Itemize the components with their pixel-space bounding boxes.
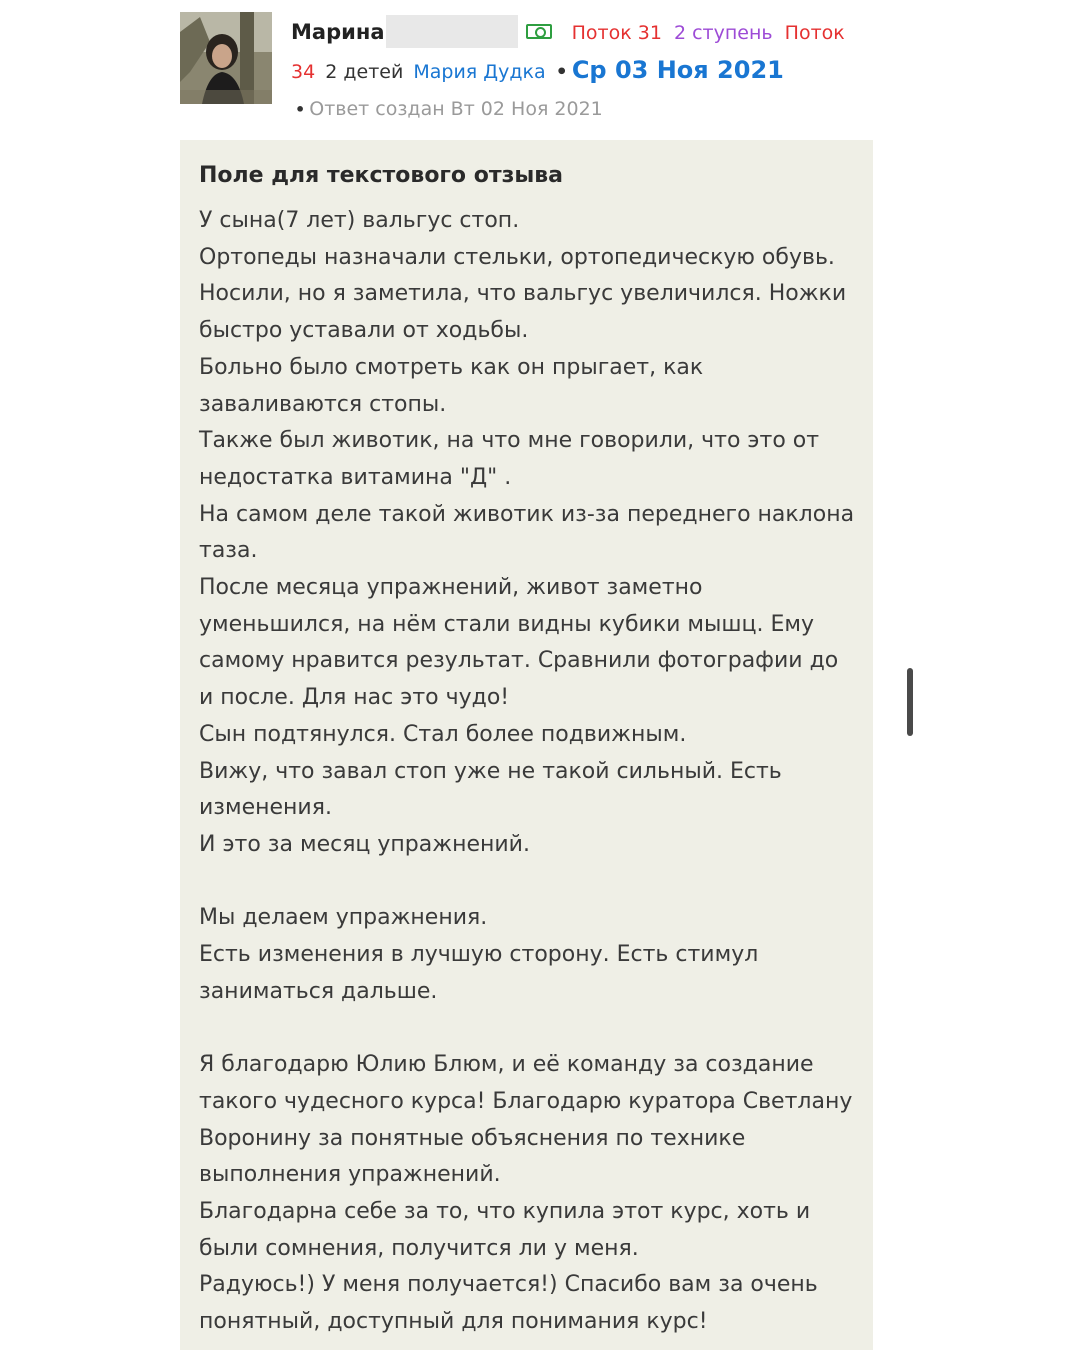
children-count: 2 детей [325, 61, 404, 83]
money-icon [526, 24, 552, 39]
redacted-surname [386, 15, 518, 48]
separator-dot: • [295, 100, 306, 119]
stream-link[interactable]: Поток 31 [571, 22, 662, 44]
review-text: У сына(7 лет) вальгус стоп. Ортопеды назначали стельки, ортопедическую обувь. Носили, но я заметила, что вальгус увеличился. Ножки быстро уставали от ходьбы. Больно было смотреть как он прыгает, как заваливаются стопы. Также был животик, на что мне говорили, что это от недостатка витамина "Д" . На самом деле такой животик из-за переднего наклона таза. После месяца упражнений, живот заметно уменьшился, на нём стали видны кубики мышц. Ему самому нравится результат. Сравнили фотографии до и после. Для нас это чудо! Сын подтянулся. Стал более подвижным. Вижу, что завал стоп уже не такой сильный. Есть изменения. И это за месяц упражнений. Мы делаем упражнения. Есть изменения в лучшую сторону. Есть стимул заниматься дальше. Я благодарю Юлию Блюм, и её команду за создание такого чудесного курса! Благодарю куратора Светлану Воронину за понятные объяснения по технике выполнения упражнений. Благодарна себе за то, что купила этот курс, хоть и были сомнения, получится ли у меня. Радуюсь!) У меня получается!) Спасибо вам за очень понятный, доступный для понимания курс! [199, 208, 855, 1335]
scrollbar[interactable] [907, 668, 913, 736]
review-panel [180, 140, 873, 1350]
curator-link[interactable]: Мария Дудка [413, 61, 546, 83]
stage-link[interactable]: 2 ступень [673, 22, 773, 44]
avatar[interactable] [180, 12, 272, 104]
separator-dot: • [555, 61, 568, 83]
author-header [291, 14, 851, 128]
review-date[interactable]: Ср 03 Ноя 2021 [571, 56, 784, 84]
stream2-number[interactable]: 34 [291, 61, 316, 83]
review-title: Поле для текстового отзыва [199, 163, 564, 188]
author-name[interactable]: Марина [291, 20, 385, 44]
answer-created: Ответ создан Вт 02 Ноя 2021 [309, 98, 603, 120]
stream2-link[interactable]: Поток [784, 22, 845, 44]
